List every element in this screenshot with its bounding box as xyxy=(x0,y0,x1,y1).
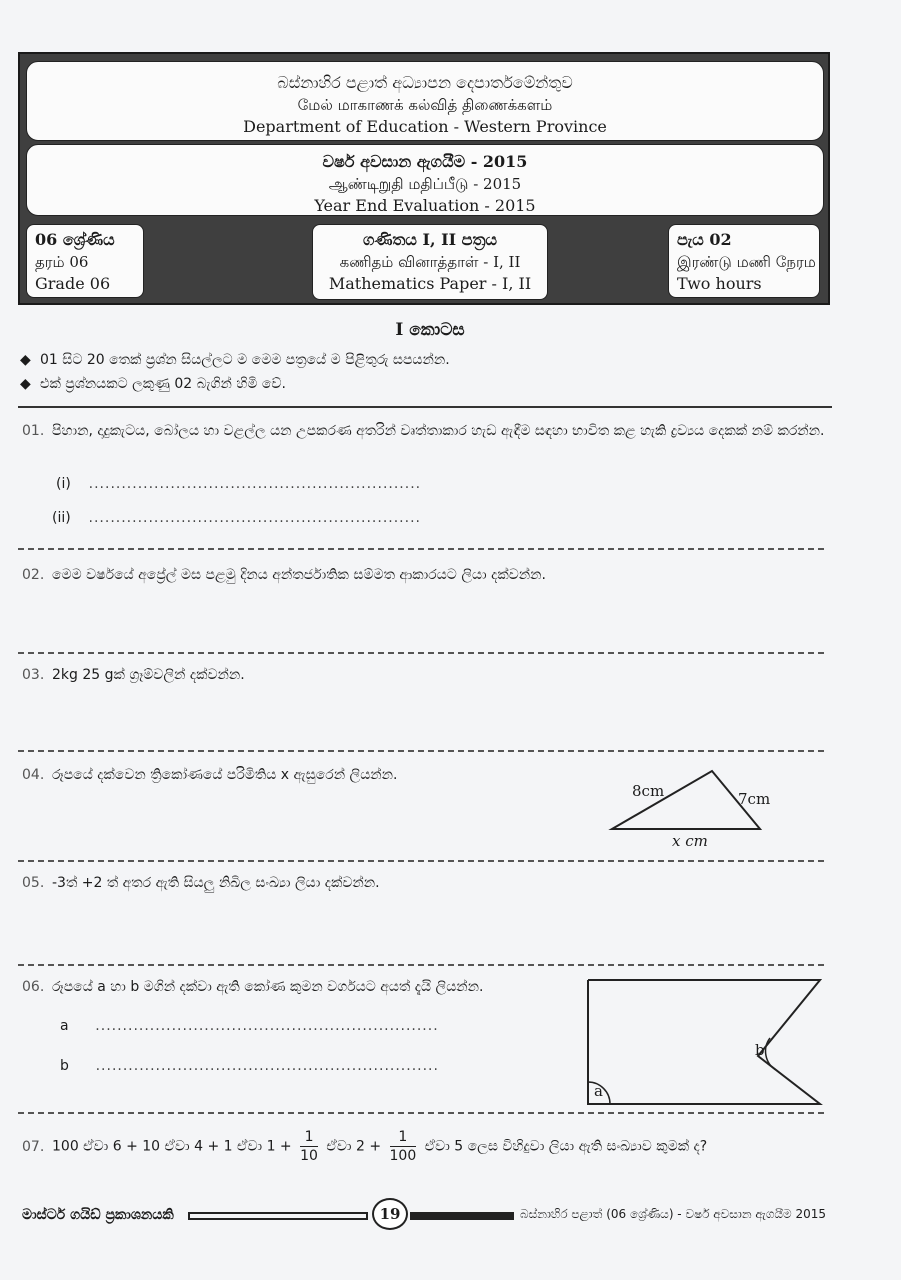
page-number: 19 xyxy=(372,1198,408,1230)
question-5-text: -3ත් +2 ත් අතර ඇති සියලු නිඛිල සංඛ්‍යා ලියා දක්වන්න. xyxy=(52,875,380,891)
triangle-side-b: 7cm xyxy=(738,790,771,808)
department-panel xyxy=(26,61,824,141)
divider xyxy=(18,1112,824,1114)
time-sinhala: පැය 02 xyxy=(677,230,732,249)
question-4-text: රූපයේ දක්වෙන ත්‍රිකෝණයේ පරිමිතිය x ඇසුරෙන් ලියන්න. xyxy=(52,767,398,783)
subject-panel xyxy=(312,224,548,300)
evaluation-panel xyxy=(26,144,824,216)
question-3: 03. 2kg 25 gක් ග්‍රෑම්වලින් දක්වන්න. xyxy=(22,667,245,683)
grade-panel xyxy=(26,224,144,298)
question-7: 07. 100 ඒවා 6 + 10 ඒවා 4 + 1 ඒවා 1 + $\frac{1}{10}$ ඒවා 2 + $\frac{1}{100}$ ඒවා 5 ලෙස විහිදුවා ලියා ඇති සංඛ්‍යාව කුමක් ද? xyxy=(22,1129,708,1164)
q1-answer-ii: (ii) ............................................................. xyxy=(52,510,421,526)
divider xyxy=(18,860,824,862)
question-2: 02. මෙම වර්ෂයේ අප්‍රේල් මස පළමු දිනය අන්තර්ජාතික සම්මත ආකාරයට ලියා දක්වන්න. xyxy=(22,567,546,583)
q1-answer-i: (i) ............................................................. xyxy=(56,476,422,492)
question-4: 04. රූපයේ දක්වෙන ත්‍රිකෝණයේ පරිමිතිය x ඇසුරෙන් ලියන්න. xyxy=(22,767,398,783)
angle-figure xyxy=(580,972,830,1112)
question-3-text: 2kg 25 gක් ග්‍රෑම්වලින් දක්වන්න. xyxy=(52,667,245,683)
subject-sinhala: ගණිතය I, II පත්‍රය xyxy=(363,230,497,249)
q6-answer-a: a ............................................................... xyxy=(60,1018,439,1034)
time-english: Two hours xyxy=(677,274,762,293)
question-1-text: පිහාන, දාදුකැටය, බෝලය හා වළල්ල යන උපකරණ අතරින් වෘත්තාකාර හැඩ ඇඳීම සඳහා භාවිත කළ හැකි ද්‍රව්‍යය දෙකක් නම් කරන්න. xyxy=(52,423,825,439)
fraction-1: $\frac{1}{10}$ xyxy=(300,1129,318,1164)
eval-tamil: ஆண்டிறுதி மதிப்பீடு - 2015 xyxy=(328,175,522,193)
instruction-1: ◆ 01 සිට 20 තෙක් ප්‍රශ්න සියල්ලට ම මෙම පත්‍රයේ ම පිළිතුරු සපයන්න. xyxy=(20,352,450,368)
eval-english: Year End Evaluation - 2015 xyxy=(314,196,536,215)
fraction-2: $\frac{1}{100}$ xyxy=(389,1129,417,1164)
question-6: 06. රූපයේ a හා b මගින් දක්වා ඇති කෝණ කුමන වර්ගයට අයත් දැයි ලියන්න. xyxy=(22,979,484,995)
question-5: 05. -3ත් +2 ත් අතර ඇති සියලු නිඛිල සංඛ්‍යා ලියා දක්වන්න. xyxy=(22,875,380,891)
q6-answer-b: b ............................................................... xyxy=(60,1058,439,1074)
answer-line[interactable]: ............................................................... xyxy=(95,1018,439,1034)
subject-english: Mathematics Paper - I, II xyxy=(328,274,532,293)
eval-sinhala: වර්ෂ අවසාන ඇගයීම - 2015 xyxy=(322,152,528,171)
bullet-icon: ◆ xyxy=(20,376,31,392)
angle-label-b: b xyxy=(755,1041,765,1059)
grade-tamil: தரம் 06 xyxy=(35,253,89,271)
dept-english: Department of Education - Western Province xyxy=(243,117,607,136)
footer-title: බස්නාහිර පළාත් (06 ශ්‍රේණිය) - වර්ෂ අවසාන ඇගයීම 2015 xyxy=(520,1207,827,1221)
divider xyxy=(18,652,824,654)
dept-sinhala: බස්නාහිර පළාත් අධ්‍යාපන දෙපාර්තමේන්තුව xyxy=(277,73,573,92)
footer-bar-right xyxy=(410,1212,514,1220)
instruction-2: ◆ එක් ප්‍රශ්නයකට ලකුණු 02 බැගින් හිමි වේ. xyxy=(20,376,286,392)
time-panel xyxy=(668,224,820,298)
question-6-text: රූපයේ a හා b මගින් දක්වා ඇති කෝණ කුමන වර්ගයට අයත් දැයි ලියන්න. xyxy=(52,979,484,995)
angle-shape xyxy=(588,980,820,1104)
triangle-side-a: 8cm xyxy=(632,782,665,800)
angle-label-a: a xyxy=(594,1082,603,1100)
header-box xyxy=(18,52,830,305)
answer-line[interactable]: ............................................................... xyxy=(95,1058,439,1074)
bullet-icon: ◆ xyxy=(20,352,31,368)
section-rule xyxy=(18,406,832,408)
question-2-text: මෙම වර්ෂයේ අප්‍රේල් මස පළමු දිනය අන්තර්ජාතික සම්මත ආකාරයට ලියා දක්වන්න. xyxy=(52,567,546,583)
grade-sinhala: 06 ශ්‍රේණිය xyxy=(35,230,115,249)
answer-line[interactable]: ............................................................. xyxy=(88,476,422,492)
divider xyxy=(18,964,824,966)
angle-arc-b xyxy=(766,1038,776,1070)
dept-tamil: மேல் மாகாணக் கல்வித் திணைக்களம் xyxy=(297,96,553,114)
divider xyxy=(18,750,824,752)
publisher-footer: මාස්ටර් ගයිඩ් ප්‍රකාශනයකි xyxy=(22,1207,174,1223)
question-1: 01. පිහාන, දාදුකැටය, බෝලය හා වළල්ල යන උපකරණ අතරින් වෘත්තාකාර හැඩ ඇඳීම සඳහා භාවිත කළ හැකි ද්‍රව්‍යය දෙකක් නම් කරන්න. xyxy=(22,423,825,439)
time-tamil: இரண்டு மணி நேரம xyxy=(677,253,816,271)
section-title: I කොටස xyxy=(395,320,465,340)
answer-line[interactable]: ............................................................. xyxy=(88,510,421,526)
footer-bar-left xyxy=(188,1212,368,1220)
triangle-side-c: x cm xyxy=(672,832,708,850)
subject-tamil: கணிதம் வினாத்தாள் - I, II xyxy=(339,253,521,271)
grade-english: Grade 06 xyxy=(35,274,111,293)
divider xyxy=(18,548,824,550)
